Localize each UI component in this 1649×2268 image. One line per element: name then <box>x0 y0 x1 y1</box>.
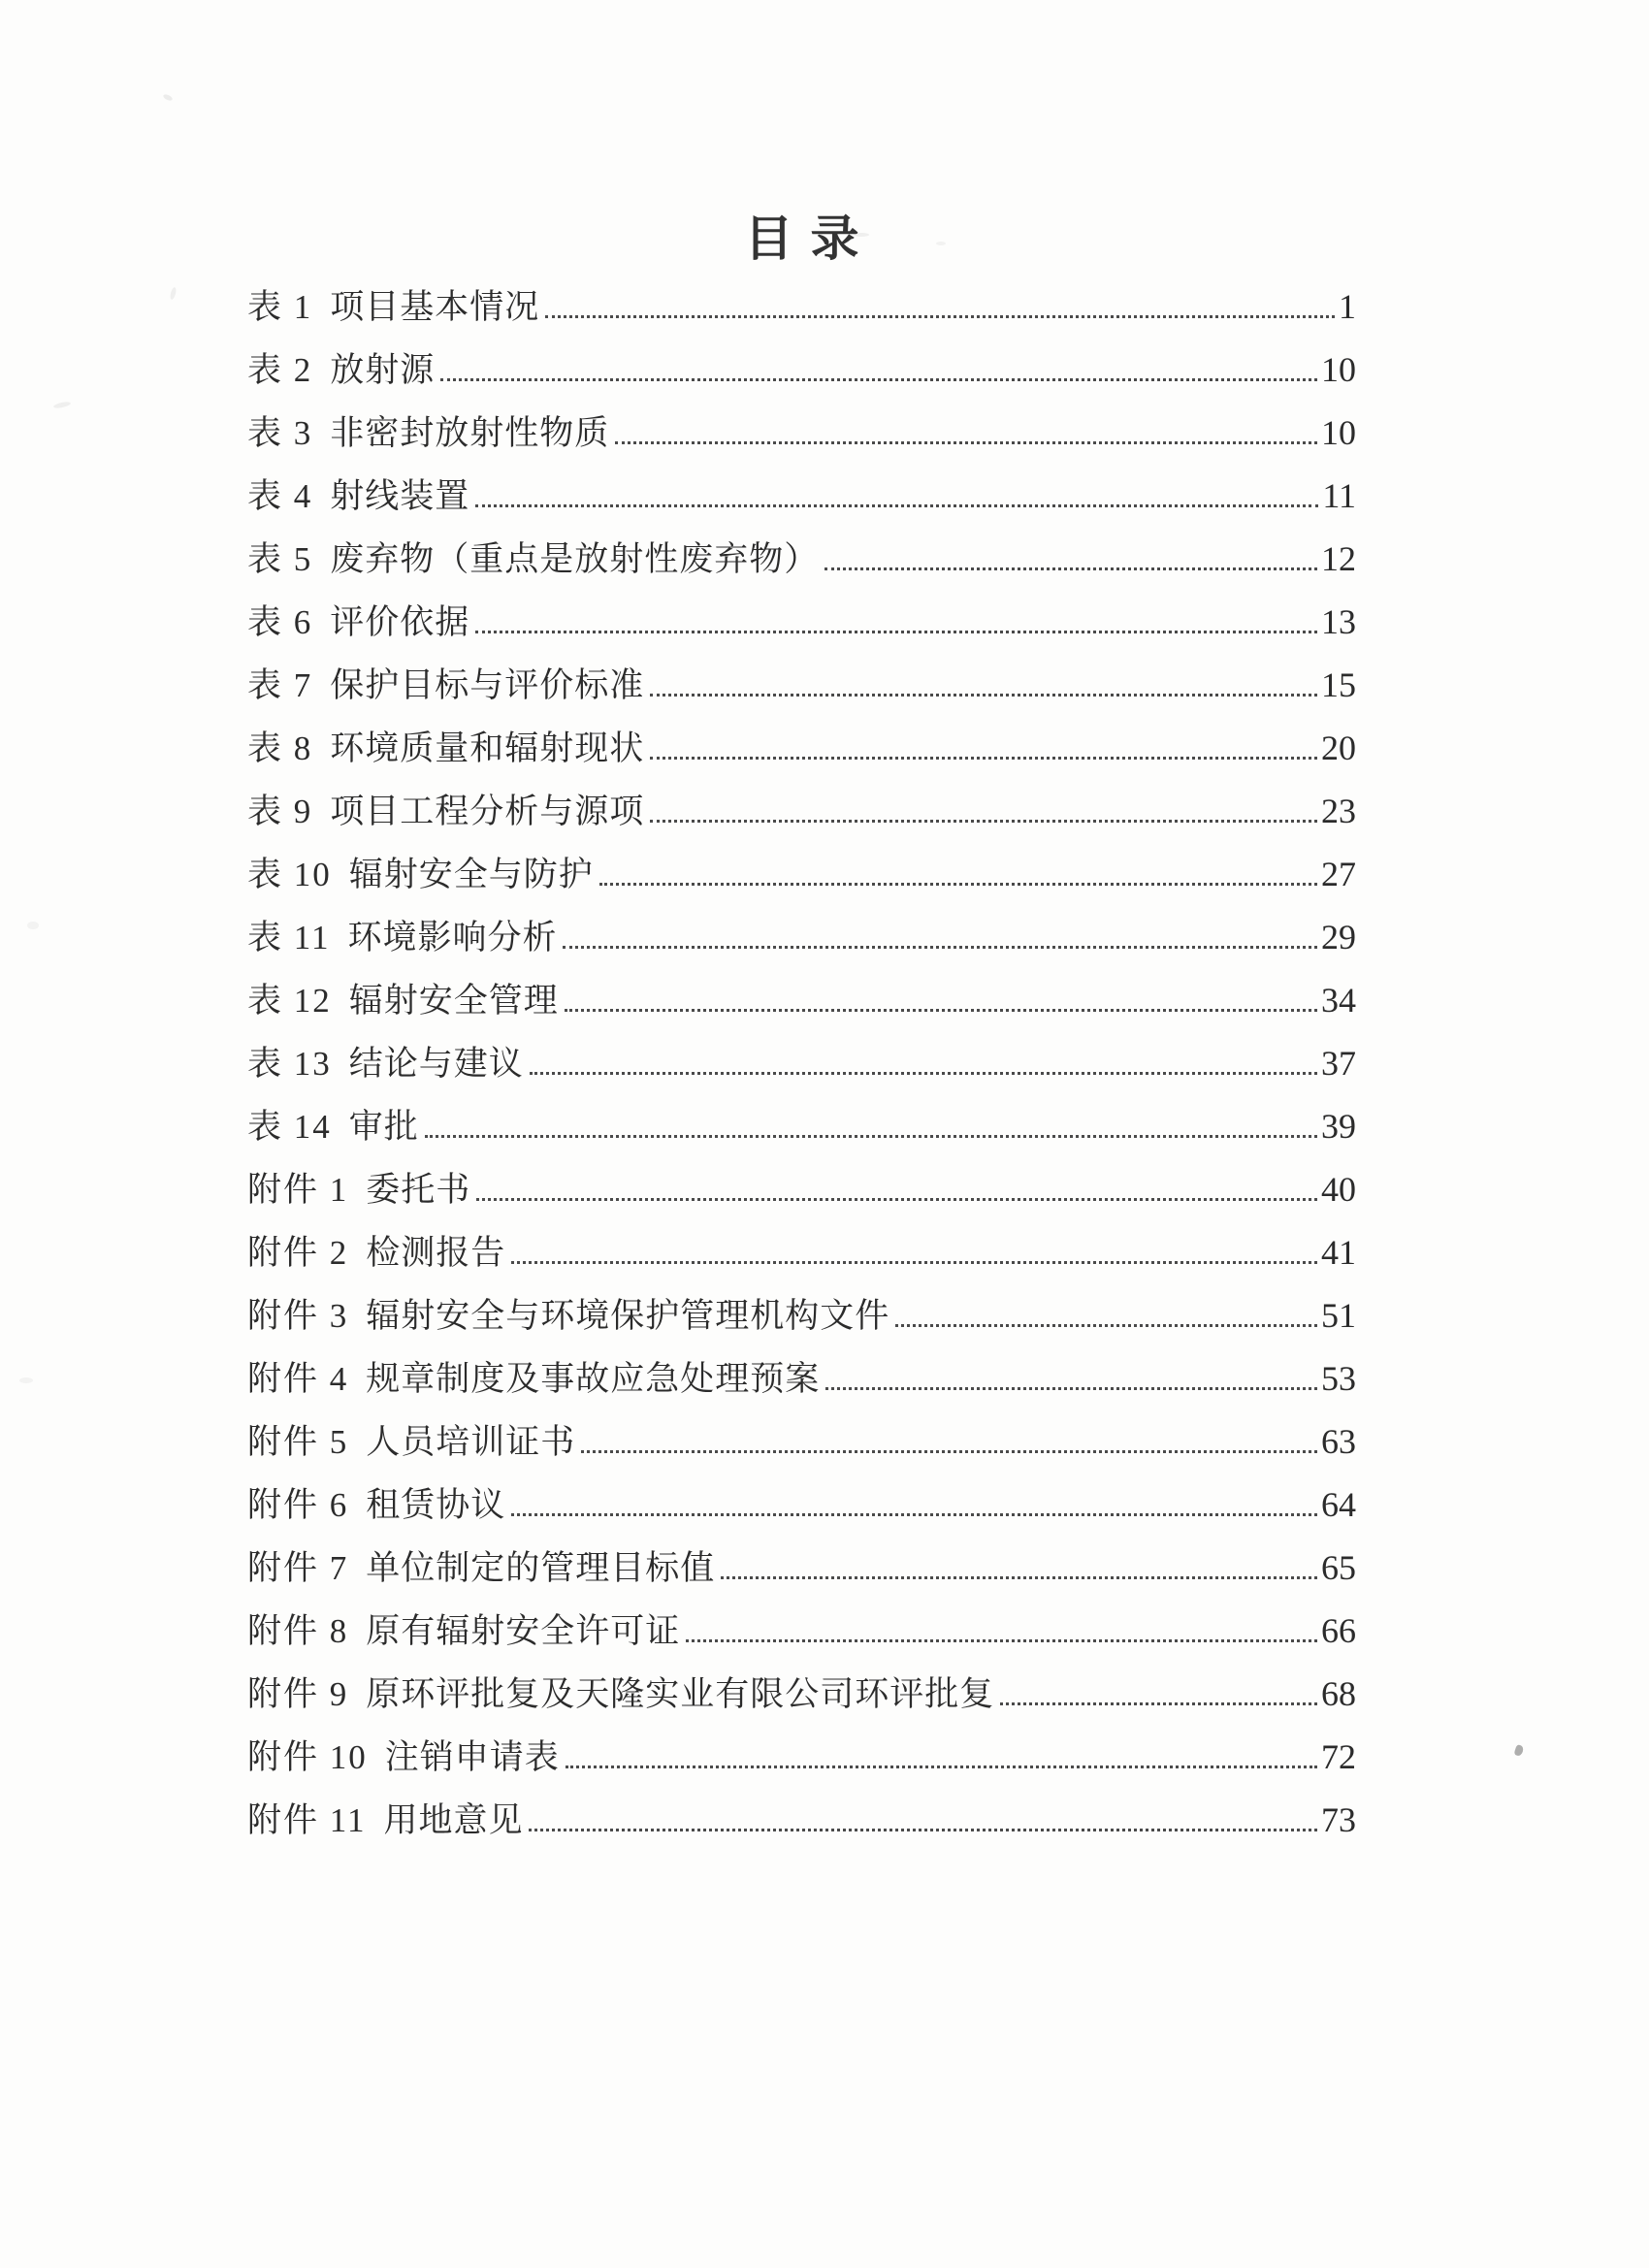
toc-entry-page: 34 <box>1321 981 1356 1020</box>
toc-entry-page: 12 <box>1321 539 1356 578</box>
toc-entry-title: 租赁协议 <box>366 1486 506 1524</box>
page-title: 目录 <box>744 211 877 266</box>
toc-entry-number: 表 6 <box>247 603 313 641</box>
toc-entry-page: 23 <box>1321 792 1356 830</box>
dotted-leader-icon <box>563 946 1317 949</box>
toc-entry-title: 非密封放射性物质 <box>330 414 610 452</box>
toc-entry-page: 13 <box>1321 602 1356 641</box>
toc-entry-number: 表 13 <box>247 1045 332 1083</box>
dotted-leader-icon <box>599 883 1317 886</box>
toc-entry-number: 表 3 <box>247 414 313 452</box>
dotted-leader-icon <box>721 1576 1317 1579</box>
toc-entry-page: 10 <box>1321 350 1356 389</box>
dotted-leader-icon <box>686 1639 1317 1642</box>
toc-entry <box>247 663 1356 726</box>
toc-entry-page: 39 <box>1321 1107 1356 1146</box>
toc-entry-number: 表 12 <box>247 982 332 1020</box>
toc-entry-number: 表 14 <box>247 1108 332 1146</box>
toc-entry <box>247 1167 1356 1230</box>
toc-entry-number: 表 11 <box>247 919 331 956</box>
dotted-leader-icon <box>825 1387 1317 1390</box>
toc-entry-number: 附件 6 <box>247 1486 349 1524</box>
dotted-leader-icon <box>529 1829 1317 1831</box>
toc-entry-title: 评价依据 <box>330 603 470 641</box>
toc-entry-page: 63 <box>1321 1422 1356 1461</box>
toc-entry <box>247 1482 1356 1545</box>
toc-entry-title: 结论与建议 <box>348 1045 524 1083</box>
toc-list <box>247 284 1356 1861</box>
toc-entry-number: 附件 1 <box>247 1171 349 1209</box>
toc-entry <box>247 1293 1356 1356</box>
toc-entry <box>247 1356 1356 1419</box>
toc-entry <box>247 1104 1356 1167</box>
toc-entry <box>247 347 1356 410</box>
toc-entry-number: 附件 7 <box>247 1549 349 1587</box>
toc-entry <box>247 726 1356 789</box>
toc-entry-number: 附件 8 <box>247 1612 349 1650</box>
dotted-leader-icon <box>511 1261 1317 1264</box>
toc-entry-page: 68 <box>1321 1674 1356 1713</box>
toc-entry <box>247 284 1356 347</box>
toc-entry <box>247 1230 1356 1293</box>
toc-entry <box>247 1545 1356 1608</box>
dotted-leader-icon <box>895 1324 1317 1327</box>
toc-entry-number: 表 1 <box>247 288 313 326</box>
scan-speck <box>169 287 177 301</box>
dotted-leader-icon <box>425 1135 1317 1138</box>
dotted-leader-icon <box>650 820 1317 823</box>
toc-entry-title: 辐射安全与防护 <box>348 856 594 893</box>
dotted-leader-icon <box>440 378 1317 381</box>
dotted-leader-icon <box>650 694 1317 697</box>
toc-entry-title: 环境影响分析 <box>347 919 558 956</box>
toc-entry-title: 辐射安全管理 <box>348 982 559 1020</box>
toc-entry-title: 注销申请表 <box>384 1738 560 1776</box>
scan-speck <box>162 93 173 102</box>
scan-speck <box>53 401 72 409</box>
toc-entry-number: 表 9 <box>247 793 313 830</box>
toc-entry-title: 委托书 <box>366 1171 471 1209</box>
toc-entry-number: 附件 4 <box>247 1360 349 1398</box>
dotted-leader-icon <box>475 631 1317 633</box>
toc-entry-page: 37 <box>1321 1044 1356 1083</box>
toc-entry-title: 项目工程分析与源项 <box>330 793 645 830</box>
toc-entry-title: 人员培训证书 <box>366 1423 576 1461</box>
toc-entry-number: 附件 11 <box>247 1801 367 1839</box>
toc-entry-number: 表 5 <box>247 540 313 578</box>
toc-entry-number: 附件 3 <box>247 1297 349 1335</box>
toc-entry <box>247 1419 1356 1482</box>
toc-entry-title: 用地意见 <box>383 1801 524 1839</box>
toc-entry-page: 73 <box>1321 1800 1356 1839</box>
dotted-leader-icon <box>475 504 1318 507</box>
toc-entry-page: 72 <box>1321 1737 1356 1776</box>
toc-entry-page: 29 <box>1321 918 1356 956</box>
toc-entry-title: 环境质量和辐射现状 <box>330 729 645 767</box>
toc-entry-title: 检测报告 <box>366 1234 506 1272</box>
toc-entry-page: 64 <box>1321 1485 1356 1524</box>
toc-entry <box>247 789 1356 852</box>
toc-entry <box>247 915 1356 978</box>
toc-entry <box>247 1041 1356 1104</box>
dotted-leader-icon <box>565 1009 1317 1012</box>
dotted-leader-icon <box>545 315 1335 318</box>
toc-entry-page: 65 <box>1321 1548 1356 1587</box>
toc-entry-title: 审批 <box>348 1108 419 1146</box>
toc-entry-page: 1 <box>1339 287 1356 326</box>
dotted-leader-icon <box>566 1766 1317 1768</box>
toc-entry-page: 51 <box>1321 1296 1356 1335</box>
toc-entry-number: 表 4 <box>247 477 313 515</box>
scan-speck <box>1513 1744 1524 1757</box>
toc-entry-title: 原有辐射安全许可证 <box>366 1612 681 1650</box>
dotted-leader-icon <box>581 1450 1317 1453</box>
toc-entry-title: 射线装置 <box>330 477 470 515</box>
toc-entry-page: 27 <box>1321 855 1356 893</box>
scan-speck <box>27 922 39 929</box>
toc-entry-number: 表 8 <box>247 729 313 767</box>
dotted-leader-icon <box>1000 1702 1317 1705</box>
toc-entry <box>247 410 1356 473</box>
toc-entry-number: 表 7 <box>247 666 313 704</box>
toc-entry-page: 41 <box>1321 1233 1356 1272</box>
toc-entry-title: 项目基本情况 <box>330 288 540 326</box>
dotted-leader-icon <box>615 441 1317 444</box>
dotted-leader-icon <box>511 1513 1317 1516</box>
dotted-leader-icon <box>476 1198 1317 1201</box>
dotted-leader-icon <box>824 567 1317 570</box>
toc-entry-number: 表 2 <box>247 351 313 389</box>
toc-entry-page: 66 <box>1321 1611 1356 1650</box>
toc-entry-page: 40 <box>1321 1170 1356 1209</box>
toc-entry-page: 15 <box>1321 665 1356 704</box>
toc-entry-number: 附件 9 <box>247 1675 349 1713</box>
toc-entry <box>247 536 1356 599</box>
toc-entry-number: 附件 5 <box>247 1423 349 1461</box>
toc-entry-title: 原环评批复及天隆实业有限公司环评批复 <box>366 1675 995 1713</box>
dotted-leader-icon <box>650 757 1317 760</box>
toc-entry <box>247 599 1356 663</box>
toc-entry-number: 表 10 <box>247 856 332 893</box>
toc-entry-number: 附件 10 <box>247 1738 368 1776</box>
toc-entry-title: 单位制定的管理目标值 <box>366 1549 716 1587</box>
dotted-leader-icon <box>530 1072 1317 1075</box>
toc-entry-page: 20 <box>1321 729 1356 767</box>
toc-entry <box>247 1671 1356 1734</box>
toc-entry <box>247 1798 1356 1861</box>
toc-entry-title: 规章制度及事故应急处理预案 <box>366 1360 821 1398</box>
toc-entry-number: 附件 2 <box>247 1234 349 1272</box>
toc-entry-page: 11 <box>1322 476 1356 515</box>
toc-entry-title: 保护目标与评价标准 <box>330 666 645 704</box>
toc-entry <box>247 473 1356 536</box>
toc-entry-title: 放射源 <box>330 351 436 389</box>
toc-entry-title: 废弃物（重点是放射性废弃物） <box>330 540 820 578</box>
toc-entry <box>247 852 1356 915</box>
toc-entry-title: 辐射安全与环境保护管理机构文件 <box>366 1297 890 1335</box>
toc-entry <box>247 1608 1356 1671</box>
toc-entry <box>247 978 1356 1041</box>
toc-entry <box>247 1734 1356 1798</box>
toc-entry-page: 10 <box>1321 413 1356 452</box>
scan-speck <box>19 1377 33 1383</box>
toc-entry-page: 53 <box>1321 1359 1356 1398</box>
